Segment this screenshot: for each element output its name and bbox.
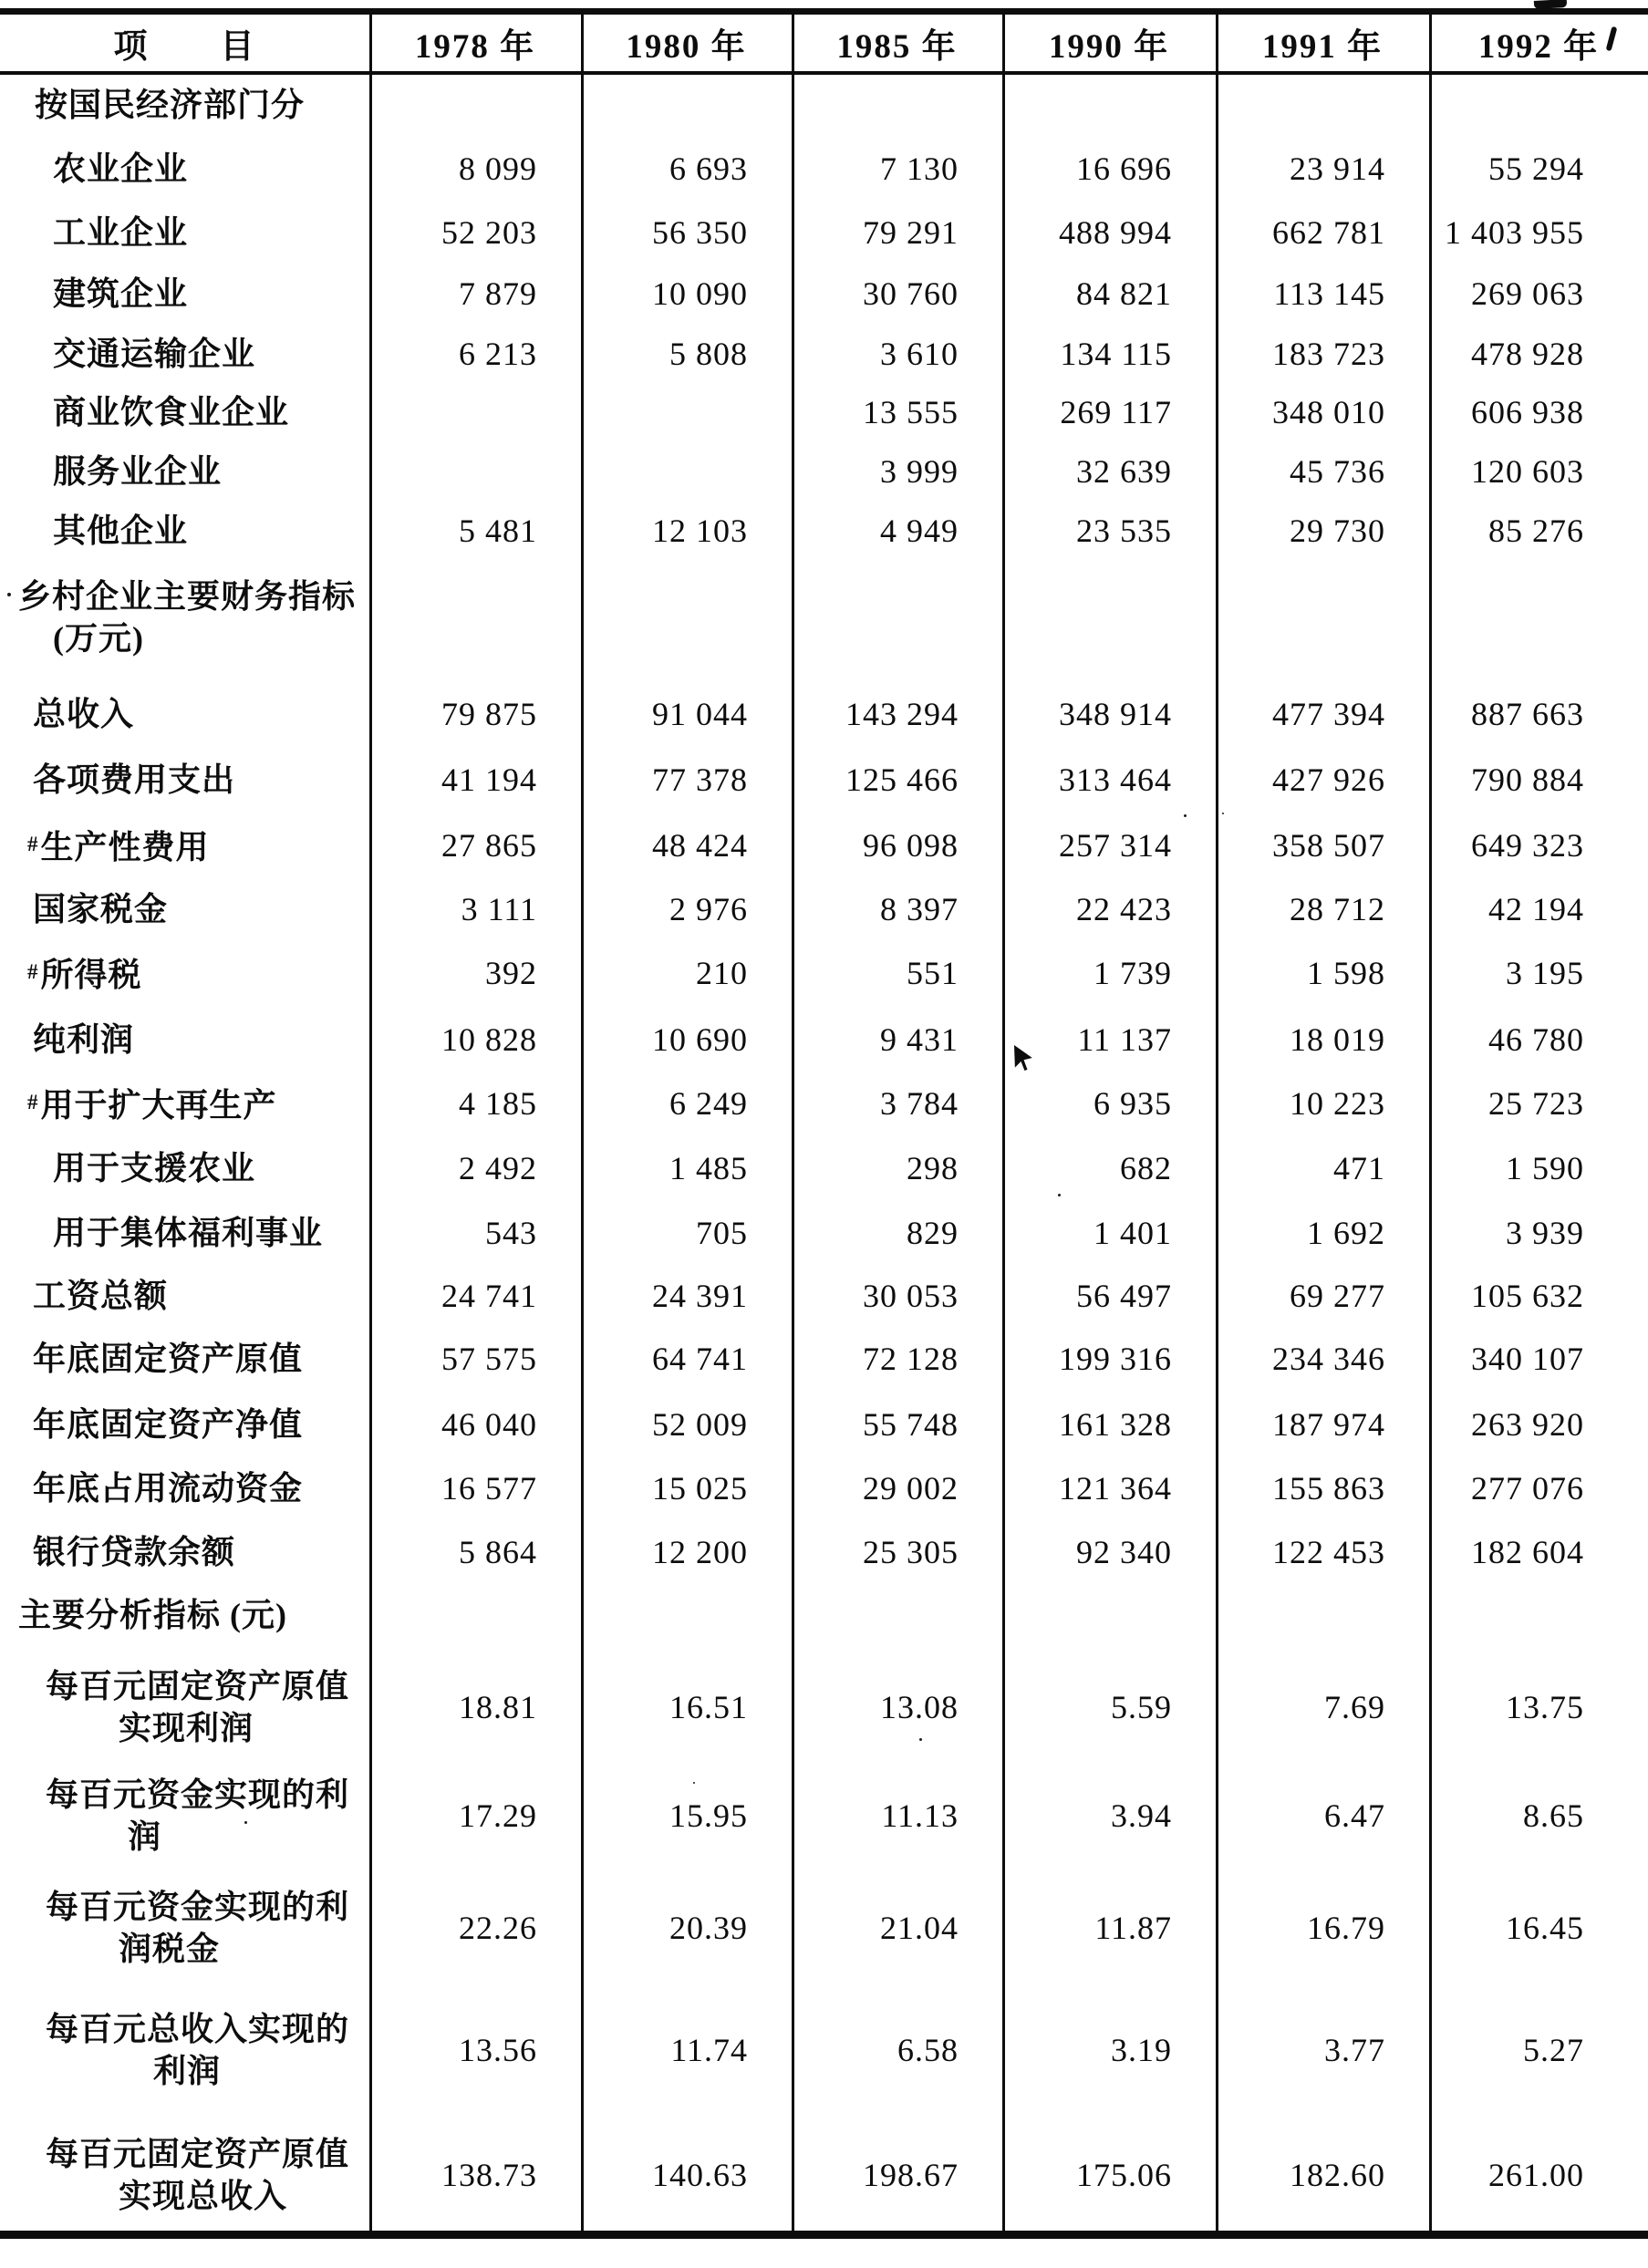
row-label [0, 321, 369, 387]
cell-value: 11 137 [1077, 1021, 1172, 1058]
table-row [0, 439, 1648, 504]
table-row [0, 747, 1648, 813]
cell-value [1429, 72, 1648, 138]
column-header-year: 1990 年 [1048, 28, 1170, 66]
table-row [0, 379, 1648, 445]
cell-value [792, 564, 1002, 670]
cell-value: 6.58 [897, 2032, 959, 2068]
hash-marker: # [27, 1090, 39, 1113]
cell-value: 55 294 [1488, 150, 1584, 187]
row-label [0, 1135, 369, 1201]
column-header-item: 项 目 [113, 28, 256, 66]
cell-value: 32 639 [1076, 453, 1172, 490]
cell-value: 10 690 [652, 1021, 748, 1058]
cell-value [581, 564, 792, 670]
cell-value: 2 976 [669, 891, 748, 927]
cell-value [581, 1582, 792, 1648]
row-label [0, 1326, 369, 1392]
cell-value: 348 914 [1059, 696, 1172, 732]
cell-value: 121 364 [1059, 1470, 1172, 1507]
cell-value: 187 974 [1272, 1406, 1385, 1443]
cell-value: 23 914 [1290, 150, 1385, 187]
cell-value: 24 391 [652, 1278, 748, 1314]
row-label-line1: 其他企业 [53, 513, 189, 549]
cell-value: 6 693 [669, 150, 748, 187]
cell-value: 3 784 [880, 1085, 959, 1122]
cell-value: 105 632 [1471, 1278, 1584, 1314]
table-row [0, 940, 1648, 1006]
row-label-line1: 银行贷款余额 [33, 1534, 236, 1570]
row-label [0, 1263, 369, 1329]
cell-value: 52 009 [652, 1406, 748, 1443]
scan-dot [1184, 814, 1187, 817]
row-label-line1: 每百元固定资产原值 [46, 2136, 350, 2172]
cell-value: 12 103 [652, 513, 748, 549]
row-label [0, 200, 369, 265]
cell-value: 134 115 [1060, 336, 1172, 372]
cell-value: 3.19 [1111, 2032, 1172, 2068]
row-label [0, 1455, 369, 1521]
scan-dot [1058, 1194, 1061, 1196]
cell-value [1216, 1582, 1429, 1648]
cell-value: 120 603 [1471, 453, 1584, 490]
row-label-line2: 利润 [153, 2053, 222, 2089]
cell-value: 143 294 [845, 696, 959, 732]
table-row [0, 1997, 1648, 2103]
row-label-line1 [0, 1082, 369, 1126]
cell-value: 1 485 [669, 1150, 748, 1186]
cell-value: 298 [907, 1150, 959, 1186]
table-row [0, 813, 1648, 878]
cell-value: 122 453 [1272, 1534, 1385, 1570]
row-label-line1: 服务业企业 [53, 453, 223, 490]
cell-value: 427 926 [1272, 761, 1385, 798]
table-row [0, 1135, 1648, 1201]
row-label-line1: 每百元固定资产原值 [46, 1668, 350, 1704]
cell-value: 57 575 [441, 1341, 537, 1377]
cell-value: 161 328 [1059, 1406, 1172, 1443]
cell-value: 182 604 [1471, 1534, 1584, 1570]
table-row [0, 321, 1648, 387]
scan-dot [244, 1821, 247, 1824]
row-label [0, 747, 369, 813]
cell-value: 261.00 [1488, 2157, 1584, 2193]
row-label-line1: 农业企业 [53, 150, 189, 187]
row-label-line1: 年底固定资产原值 [33, 1341, 304, 1377]
row-label-line2: 润税金 [119, 1931, 221, 1967]
table-row [0, 1200, 1648, 1266]
row-label-line1: 商业饮食业企业 [53, 394, 290, 430]
row-label [0, 261, 369, 326]
cell-value: 77 378 [652, 761, 748, 798]
cell-value: 1 590 [1506, 1150, 1584, 1186]
cell-value: 16 577 [441, 1470, 537, 1507]
cell-value: 16 696 [1076, 150, 1172, 187]
row-label-line2: (万元) [53, 620, 144, 657]
cell-value: 348 010 [1272, 394, 1385, 430]
row-label [0, 1200, 369, 1266]
table-row [0, 261, 1648, 326]
cell-value: 1 401 [1093, 1215, 1172, 1251]
row-label [0, 564, 369, 670]
row-label-line1: 各项费用支出 [33, 761, 236, 798]
scan-dot [7, 593, 11, 596]
cell-value: 42 194 [1488, 891, 1584, 927]
cell-value: 182.60 [1290, 2157, 1385, 2193]
cell-value: 28 712 [1290, 891, 1385, 927]
table-row [0, 136, 1648, 202]
cell-value: 96 098 [863, 827, 959, 864]
cell-value [1002, 564, 1216, 670]
table-row [0, 1326, 1648, 1392]
cell-value: 3 939 [1506, 1215, 1584, 1251]
row-label [0, 136, 369, 202]
cell-value: 29 730 [1290, 513, 1385, 549]
row-label [0, 1071, 369, 1136]
row-label [0, 439, 369, 504]
row-label [0, 940, 369, 1006]
cell-value: 5 481 [459, 513, 537, 549]
cell-value: 175.06 [1076, 2157, 1172, 2193]
row-label-line1: 工资总额 [33, 1278, 169, 1314]
cell-value: 3 195 [1506, 955, 1584, 991]
row-label [0, 681, 369, 747]
cell-value: 13 555 [863, 394, 959, 430]
row-label-line1: 每百元总收入实现的 [46, 2011, 350, 2047]
cell-value: 3.94 [1111, 1797, 1172, 1834]
cell-value: 64 741 [652, 1341, 748, 1377]
table-row [0, 1875, 1648, 1981]
cell-value: 313 464 [1059, 761, 1172, 798]
cell-value: 7 130 [880, 150, 959, 187]
table-row [0, 876, 1648, 942]
cell-value: 551 [907, 955, 959, 991]
scan-dot [693, 1782, 695, 1784]
row-label [0, 379, 369, 445]
cell-value: 55 748 [863, 1406, 959, 1443]
cell-value [369, 439, 581, 504]
row-label [0, 876, 369, 942]
cell-value: 91 044 [652, 696, 748, 732]
cell-value: 18.81 [459, 1689, 537, 1725]
cell-value: 45 736 [1290, 453, 1385, 490]
cell-value: 8 397 [880, 891, 959, 927]
cell-value: 113 145 [1273, 275, 1385, 312]
cell-value [369, 72, 581, 138]
cell-value [581, 379, 792, 445]
cell-value: 3 999 [880, 453, 959, 490]
cell-value: 20.39 [669, 1910, 748, 1946]
cell-value: 30 760 [863, 275, 959, 312]
cell-value: 488 994 [1059, 214, 1172, 251]
cell-value: 3 111 [461, 891, 537, 927]
column-header-year: 1992 年 [1477, 28, 1600, 66]
row-label-line1: 每百元资金实现的利 [46, 1776, 350, 1813]
cell-value [792, 1582, 1002, 1648]
cell-value: 46 040 [441, 1406, 537, 1443]
cell-value: 210 [696, 955, 748, 991]
cell-value: 277 076 [1471, 1470, 1584, 1507]
cell-value: 649 323 [1471, 827, 1584, 864]
cell-value [1216, 72, 1429, 138]
cell-value [1429, 1582, 1648, 1648]
table-row [0, 1654, 1648, 1760]
row-label [0, 1875, 369, 1981]
cell-value: 4 949 [880, 513, 959, 549]
row-label [0, 498, 369, 564]
cell-value: 5 864 [459, 1534, 537, 1570]
table-row [0, 1763, 1648, 1869]
cell-value: 52 203 [441, 214, 537, 251]
cell-value: 3 610 [880, 336, 959, 372]
cell-value: 92 340 [1076, 1534, 1172, 1570]
cell-value: 138.73 [441, 2157, 537, 2193]
row-label [0, 1519, 369, 1585]
cell-value: 7.69 [1324, 1689, 1385, 1725]
cell-value: 829 [907, 1215, 959, 1251]
cell-value: 478 928 [1471, 336, 1584, 372]
cell-value: 11.74 [670, 2032, 748, 2068]
table-row [0, 1582, 1648, 1648]
cell-value: 790 884 [1471, 761, 1584, 798]
cell-value: 887 663 [1471, 696, 1584, 732]
row-label-line1: 每百元资金实现的利 [46, 1889, 350, 1925]
cell-value: 9 431 [880, 1021, 959, 1058]
cell-value: 79 875 [441, 696, 537, 732]
cell-value: 8.65 [1523, 1797, 1584, 1834]
row-label-line1: 用于集体福利事业 [53, 1215, 324, 1251]
cell-value: 662 781 [1272, 214, 1385, 251]
cell-value: 10 828 [441, 1021, 537, 1058]
cell-value: 72 128 [863, 1341, 959, 1377]
cell-value: 5.59 [1111, 1689, 1172, 1725]
cell-value: 11.13 [881, 1797, 959, 1834]
cell-value: 7 879 [459, 275, 537, 312]
cell-value: 392 [485, 955, 537, 991]
cell-value: 21.04 [880, 1910, 959, 1946]
cell-value: 11.87 [1094, 1910, 1172, 1946]
row-label-line1: 按国民经济部门分 [35, 87, 306, 123]
column-header-year: 1991 年 [1261, 28, 1384, 66]
table-row [0, 681, 1648, 747]
row-label [0, 813, 369, 878]
table-bottom-rule [0, 2231, 1648, 2239]
cell-value: 6 935 [1093, 1085, 1172, 1122]
cell-value: 16.45 [1506, 1910, 1584, 1946]
cell-value [369, 379, 581, 445]
cell-value: 1 739 [1093, 955, 1172, 991]
cell-value: 183 723 [1272, 336, 1385, 372]
cell-value: 2 492 [459, 1150, 537, 1186]
cell-value [369, 564, 581, 670]
cell-value: 23 535 [1076, 513, 1172, 549]
row-label-line1: 主要分析指标 (元) [18, 1597, 287, 1633]
cell-value: 8 099 [459, 150, 537, 187]
row-label-text: 用于扩大再生产 [40, 1086, 277, 1124]
cell-value: 13.08 [880, 1689, 959, 1725]
cell-value: 56 350 [652, 214, 748, 251]
cell-value: 606 938 [1471, 394, 1584, 430]
cell-value: 13.56 [459, 2032, 537, 2068]
cell-value: 15.95 [669, 1797, 748, 1834]
table-row [0, 200, 1648, 265]
cell-value [1216, 564, 1429, 670]
cell-value [369, 1582, 581, 1648]
cell-value: 48 424 [652, 827, 748, 864]
cell-value: 29 002 [863, 1470, 959, 1507]
cell-value: 5.27 [1523, 2032, 1584, 2068]
cell-value: 234 346 [1272, 1341, 1385, 1377]
cell-value: 3.77 [1324, 2032, 1385, 2068]
cell-value: 682 [1120, 1150, 1172, 1186]
cell-value [1002, 1582, 1216, 1648]
cell-value: 6.47 [1324, 1797, 1385, 1834]
table-row [0, 1455, 1648, 1521]
cell-value: 358 507 [1272, 827, 1385, 864]
row-label [0, 1582, 369, 1648]
row-label [0, 1007, 369, 1072]
column-header-year: 1980 年 [626, 28, 747, 66]
cell-value: 79 291 [863, 214, 959, 251]
column-header-year: 1978 年 [414, 28, 536, 66]
row-label [0, 2122, 369, 2228]
cell-value: 27 865 [441, 827, 537, 864]
row-label-line1 [0, 951, 369, 996]
cell-value: 10 223 [1290, 1085, 1385, 1122]
cell-value: 24 741 [441, 1278, 537, 1314]
table-row [0, 1263, 1648, 1329]
cell-value [792, 72, 1002, 138]
table-row [0, 1071, 1648, 1136]
cell-value: 85 276 [1488, 513, 1584, 549]
cell-value: 16.51 [669, 1689, 748, 1725]
cell-value: 84 821 [1076, 275, 1172, 312]
row-label-line1: 纯利润 [33, 1021, 135, 1058]
cell-value: 16.79 [1307, 1910, 1385, 1946]
cell-value: 56 497 [1076, 1278, 1172, 1314]
table-row [0, 498, 1648, 564]
row-label-line1: 总收入 [33, 696, 135, 732]
cell-value: 198.67 [863, 2157, 959, 2193]
table-row [0, 564, 1648, 670]
row-label [0, 1997, 369, 2103]
cell-value: 340 107 [1471, 1341, 1584, 1377]
cell-value: 471 [1333, 1150, 1385, 1186]
cell-value: 22 423 [1076, 891, 1172, 927]
cell-value: 1 403 955 [1445, 214, 1584, 251]
row-label-line1: 交通运输企业 [53, 336, 256, 372]
cell-value: 125 466 [845, 761, 959, 798]
table-top-rule [0, 8, 1648, 15]
hash-marker: # [27, 832, 39, 855]
cell-value: 25 305 [863, 1534, 959, 1570]
row-label-line1: 建筑企业 [53, 275, 189, 312]
cell-value: 18 019 [1290, 1021, 1385, 1058]
cell-value: 10 090 [652, 275, 748, 312]
row-label-line2: 实现利润 [119, 1710, 254, 1746]
table-row [0, 1519, 1648, 1585]
cell-value: 6 213 [459, 336, 537, 372]
cell-value: 13.75 [1506, 1689, 1584, 1725]
row-label-text: 所得税 [40, 956, 142, 993]
cell-value: 4 185 [459, 1085, 537, 1122]
row-label [0, 1654, 369, 1760]
cell-value [1429, 564, 1648, 670]
row-label-line1: 工业企业 [53, 214, 189, 251]
cell-value: 12 200 [652, 1534, 748, 1570]
cell-value: 30 053 [863, 1278, 959, 1314]
cell-value: 263 920 [1471, 1406, 1584, 1443]
cell-value: 5 808 [669, 336, 748, 372]
cell-value [1002, 72, 1216, 138]
row-label-line1: 国家税金 [33, 891, 169, 927]
table-row [0, 1007, 1648, 1072]
cell-value: 1 598 [1307, 955, 1385, 991]
cell-value: 140.63 [652, 2157, 748, 2193]
row-label-text: 生产性费用 [40, 828, 210, 865]
row-label-line1: 乡村企业主要财务指标 [18, 578, 357, 615]
cell-value: 155 863 [1272, 1470, 1385, 1507]
cell-value: 269 117 [1060, 394, 1172, 430]
table-row [0, 2122, 1648, 2228]
cell-value: 22.26 [459, 1910, 537, 1946]
cell-value: 477 394 [1272, 696, 1385, 732]
cell-value: 705 [696, 1215, 748, 1251]
cell-value: 17.29 [459, 1797, 537, 1834]
row-label-line1: 年底占用流动资金 [33, 1470, 304, 1507]
cell-value: 257 314 [1059, 827, 1172, 864]
scan-dot [1222, 813, 1224, 814]
cell-value: 46 780 [1488, 1021, 1584, 1058]
row-label [0, 72, 369, 138]
column-header-year: 1985 年 [836, 28, 958, 66]
row-label-line1: 用于支援农业 [53, 1150, 256, 1186]
cell-value: 543 [485, 1215, 537, 1251]
row-label-line1 [0, 823, 369, 868]
hash-marker: # [27, 959, 39, 983]
row-label [0, 1763, 369, 1869]
row-label-line2: 实现总收入 [119, 2178, 288, 2214]
cell-value: 269 063 [1471, 275, 1584, 312]
cell-value: 199 316 [1059, 1341, 1172, 1377]
cell-value: 25 723 [1488, 1085, 1584, 1122]
cell-value: 15 025 [652, 1470, 748, 1507]
row-label-line1: 年底固定资产净值 [33, 1406, 304, 1443]
cell-value [581, 439, 792, 504]
table-row [0, 72, 1648, 138]
row-label-line2: 润 [128, 1818, 162, 1855]
cell-value: 6 249 [669, 1085, 748, 1122]
cell-value [581, 72, 792, 138]
cell-value: 1 692 [1307, 1215, 1385, 1251]
cell-value: 69 277 [1290, 1278, 1385, 1314]
cell-value: 41 194 [441, 761, 537, 798]
scan-dot [919, 1738, 922, 1741]
table-row [0, 1392, 1648, 1457]
row-label [0, 1392, 369, 1457]
